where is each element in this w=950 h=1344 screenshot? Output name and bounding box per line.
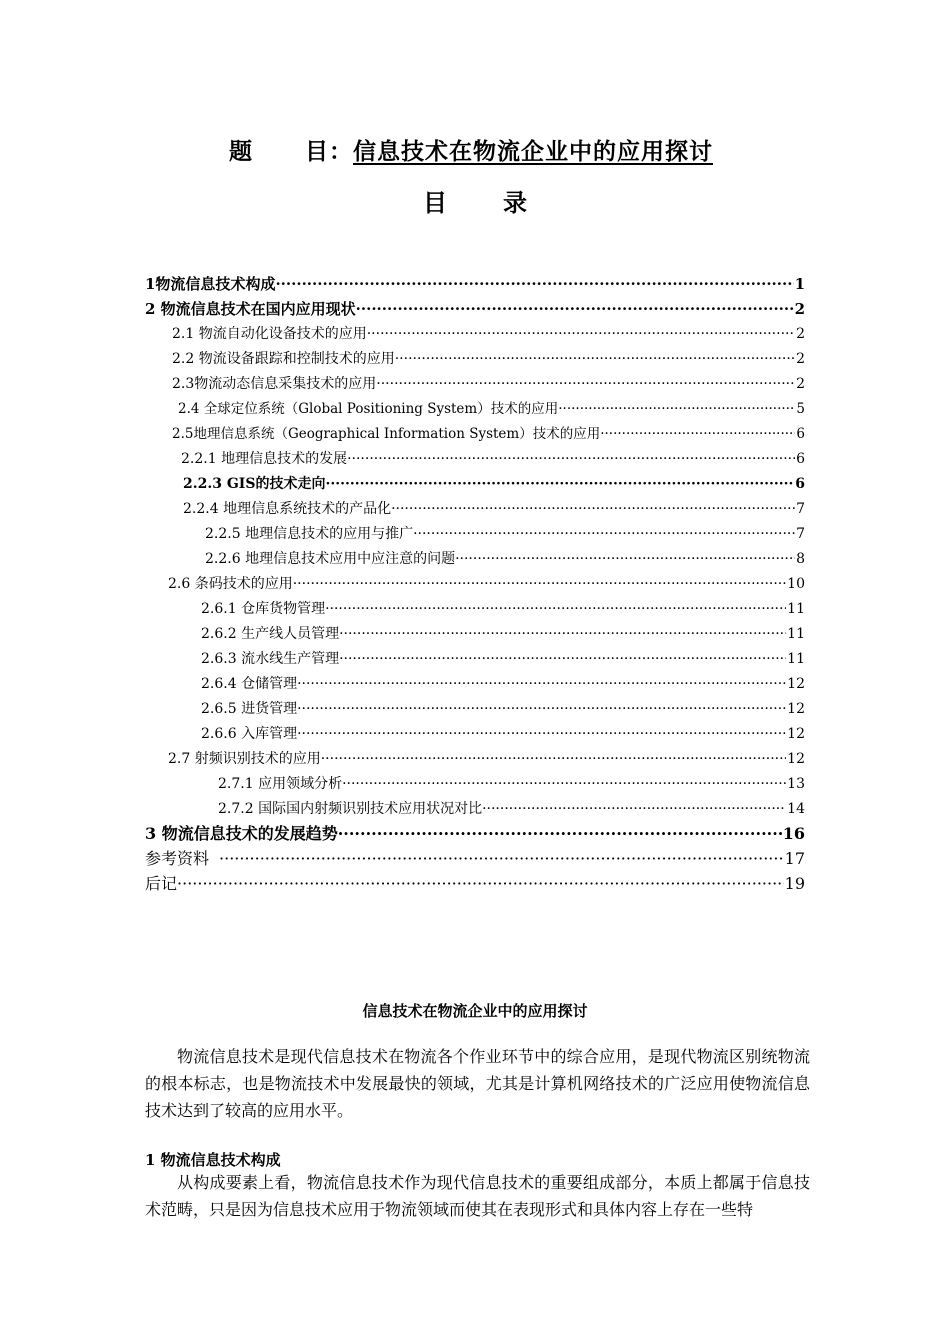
toc-entry-page: 16 — [782, 824, 805, 843]
toc-entry-label: 2.3物流动态信息采集技术的应用 — [172, 376, 377, 392]
toc-entry-label: 2.2.3 GIS的技术走向 — [183, 476, 326, 492]
title-label-a: 题 — [229, 138, 253, 165]
toc-entry-page: 12 — [787, 751, 805, 767]
toc-entry-page: 6 — [796, 451, 805, 467]
toc-heading — [0, 183, 950, 218]
toc-entry[interactable] — [145, 297, 805, 321]
toc-heading-b: 录 — [503, 188, 527, 217]
toc-entry-label: 1物流信息技术构成 — [145, 275, 276, 293]
toc-entry-label: 2.6.3 流水线生产管理 — [201, 651, 340, 667]
toc-entry[interactable] — [172, 372, 805, 396]
toc-entry[interactable] — [201, 597, 805, 621]
toc-entry-page: 2 — [796, 376, 805, 392]
toc-entry[interactable] — [181, 447, 805, 471]
toc-entry-label: 2 物流信息技术在国内应用现状 — [145, 300, 356, 318]
toc-entry-label: 参考资料 — [145, 849, 210, 868]
toc-entry-page: 17 — [784, 849, 805, 868]
toc-entry-label: 2.5地理信息系统（Geographical Information System）技术的应用 — [172, 426, 601, 442]
toc-entry-page: 5 — [796, 401, 805, 417]
toc-entry[interactable] — [168, 572, 805, 596]
toc-entry[interactable] — [145, 847, 805, 871]
toc-entry-label: 2.6.2 生产线人员管理 — [201, 626, 340, 642]
toc-entry-label: 2.2.6 地理信息技术应用中应注意的问题 — [205, 551, 456, 567]
article-title: 信息技术在物流企业中的应用探讨 — [362, 1002, 588, 1020]
toc-entry-label: 2.4 全球定位系统（Global Positioning System）技术的应用 — [178, 401, 559, 417]
toc-entry-page: 1 — [794, 275, 805, 293]
toc-entry[interactable] — [183, 472, 805, 496]
toc-entry-page: 7 — [796, 501, 805, 517]
section-heading: 1 物流信息技术构成 — [145, 1151, 281, 1169]
toc-entry[interactable] — [205, 547, 805, 571]
toc-entry-label: 2.6.1 仓库货物管理 — [201, 601, 326, 617]
toc-entry-label: 2.2 物流设备跟踪和控制技术的应用 — [172, 351, 395, 367]
intro-paragraph: 物流信息技术是现代信息技术在物流各个作业环节中的综合应用，是现代物流区别统物流的根本标志，也是物流技术中发展最快的领域，尤其是计算机网络技术的广泛应用使物流信息技术达到了较高的应用水平。 — [145, 1047, 810, 1120]
title-label-b: 目： — [305, 138, 353, 165]
toc-entry[interactable] — [172, 422, 805, 446]
toc-entry-page: 8 — [796, 551, 805, 567]
section-paragraph: 从构成要素上看，物流信息技术作为现代信息技术的重要组成部分，本质上都属于信息技术范畴，只是因为信息技术应用于物流领域而使其在表现形式和具体内容上存在一些特 — [145, 1173, 810, 1219]
toc-entry-label: 2.7.2 国际国内射频识别技术应用状况对比 — [218, 801, 483, 817]
toc-heading-a: 目 — [423, 188, 447, 217]
toc-entry-page: 11 — [787, 626, 805, 642]
toc-entry[interactable] — [218, 797, 805, 821]
toc-entry[interactable] — [201, 672, 805, 696]
toc-entry-page: 6 — [795, 476, 805, 492]
toc-entry[interactable] — [145, 822, 805, 846]
toc-entry-page: 6 — [796, 426, 805, 442]
document-title — [0, 133, 950, 166]
toc-entry-page: 2 — [796, 326, 805, 342]
toc-entry[interactable] — [205, 522, 805, 546]
toc-entry-page: 11 — [787, 601, 805, 617]
toc-entry[interactable] — [201, 622, 805, 646]
toc-entry-page: 7 — [796, 526, 805, 542]
toc-entry-label: 2.6.4 仓储管理 — [201, 676, 298, 692]
toc-entry-label: 2.6 条码技术的应用 — [168, 576, 293, 592]
toc-entry[interactable] — [168, 747, 805, 771]
toc-entry[interactable] — [201, 647, 805, 671]
title-text: 信息技术在物流企业中的应用探讨 — [353, 138, 713, 165]
toc-entry-page: 14 — [787, 801, 805, 817]
toc-entry-page: 12 — [787, 726, 805, 742]
toc-entry-page: 12 — [787, 676, 805, 692]
toc-entry[interactable] — [183, 497, 805, 521]
toc-entry[interactable] — [172, 322, 805, 346]
toc-entry-page: 10 — [787, 576, 805, 592]
toc-entry-label: 2.1 物流自动化设备技术的应用 — [172, 326, 367, 342]
toc-entry-page: 2 — [796, 351, 805, 367]
toc-entry-label: 2.2.4 地理信息系统技术的产品化 — [183, 501, 392, 517]
toc-entry-label: 2.6.6 入库管理 — [201, 726, 298, 742]
toc-entry-page: 2 — [794, 300, 805, 318]
toc-entry[interactable] — [145, 872, 805, 896]
toc-entry-page: 13 — [787, 776, 805, 792]
toc-entry[interactable] — [172, 347, 805, 371]
toc-entry-page: 19 — [784, 874, 805, 893]
toc-entry[interactable] — [178, 397, 805, 421]
toc-entry[interactable] — [201, 697, 805, 721]
toc-entry-label: 2.2.5 地理信息技术的应用与推广 — [205, 526, 414, 542]
toc-entry-page: 12 — [787, 701, 805, 717]
toc-entry-label: 后记 — [145, 874, 178, 893]
toc-entry[interactable] — [218, 772, 805, 796]
toc-entry-label: 2.7 射频识别技术的应用 — [168, 751, 321, 767]
toc-entry[interactable] — [145, 272, 805, 296]
toc-entry-label: 3 物流信息技术的发展趋势 — [145, 824, 338, 843]
toc-entry[interactable] — [201, 722, 805, 746]
toc-entry-label: 2.6.5 进货管理 — [201, 701, 298, 717]
toc-entry-label: 2.7.1 应用领域分析 — [218, 776, 343, 792]
toc-entry-page: 11 — [787, 651, 805, 667]
toc-entry-label: 2.2.1 地理信息技术的发展 — [181, 451, 348, 467]
